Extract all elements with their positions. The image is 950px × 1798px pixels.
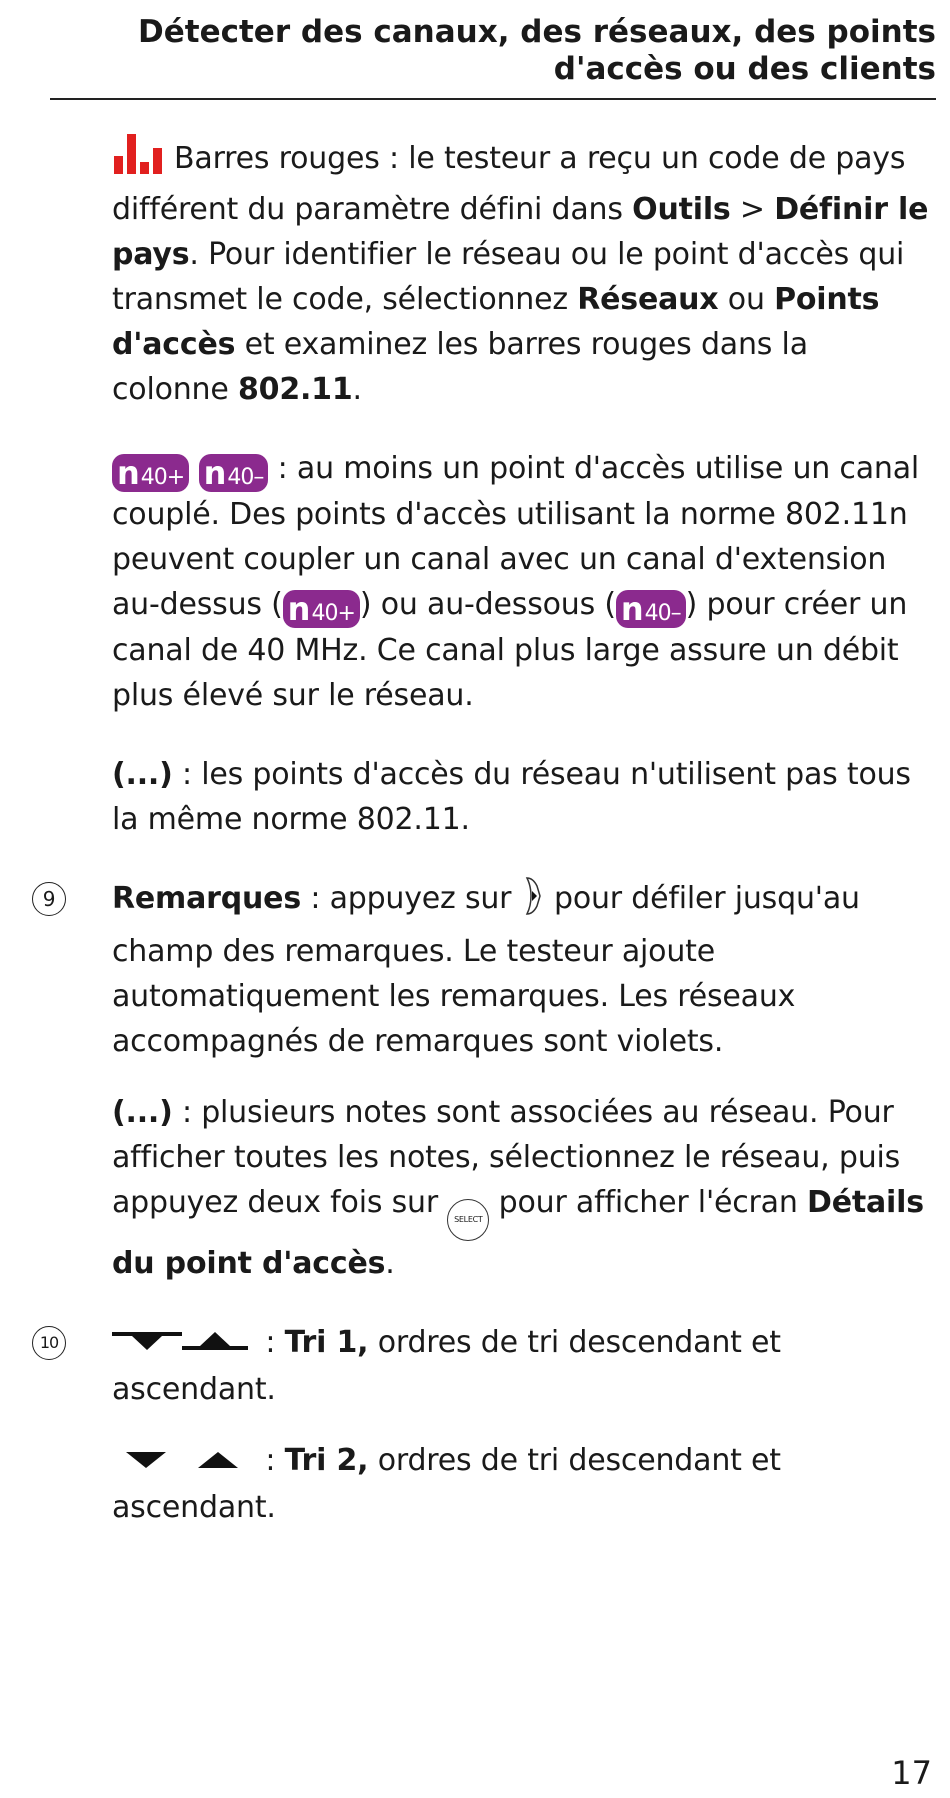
page-number: 17 (891, 1754, 932, 1792)
paragraph-multiple-notes: (...) : plusieurs notes sont associées au réseau. Pour afficher toutes les notes, sélectionnez le réseau, puis appuyez deux fois sur SELECT pour afficher l'écran Détails du point d'accès. (112, 1095, 924, 1281)
right-arrow-key-icon (523, 876, 543, 929)
red-bars-icon (112, 132, 166, 187)
step-number-9: 9 (32, 882, 66, 916)
step-10-sort-1: 10 : Tri 1, ordres de tri descendant et ascendant. (112, 1320, 932, 1412)
n40-plus-badge-icon: n40+ (112, 454, 189, 492)
sort-1-descending-ascending-icon (112, 1322, 248, 1367)
step-number-10: 10 (32, 1326, 66, 1360)
sort-2-descending-ascending-icon (112, 1440, 248, 1485)
page-header (50, 14, 936, 100)
paragraph-coupled-channel: n40+ n40– : au moins un point d'accès utilise un canal couplé. Des points d'accès utilisant la norme 802.11n peuvent coupler un canal avec un canal d'extension au-dessus ( n40+ ) ou au-dessous ( n40– ) pour créer un canal de 40 MHz. Ce canal plus large assure un débit plus élevé sur le réseau. (112, 451, 920, 713)
select-button-icon: SELECT (447, 1199, 489, 1241)
n40-plus-badge-icon: n40+ (283, 590, 360, 628)
paragraph-red-bars: Barres rouges : le testeur a reçu un code de pays différent du paramètre défini dans Outils > Définir le pays. Pour identifier le réseau ou le point d'accès qui transmet le code, sélectionnez Réseaux ou Points d'accès et examinez les barres rouges dans la colonne 802.11. (112, 132, 932, 412)
step-9-remarks: 9 Remarques : appuyez sur pour défiler jusqu'au champ des remarques. Le testeur ajoute automatiquement les remarques. Les réseaux accompagnés de remarques sont violets. (112, 876, 932, 1064)
n40-minus-badge-icon: n40– (616, 590, 686, 628)
paragraph-mixed-standards: (...) : les points d'accès du réseau n'utilisent pas tous la même norme 802.11. (112, 757, 911, 837)
main-content (39, 132, 932, 1564)
header-title-line1: Détecter des canaux, des réseaux, des points (138, 14, 936, 50)
n40-minus-badge-icon: n40– (199, 454, 269, 492)
paragraph-sort-2: : Tri 2, ordres de tri descendant et ascendant. (112, 1438, 932, 1530)
header-title-line2: d'accès ou des clients (553, 51, 936, 87)
